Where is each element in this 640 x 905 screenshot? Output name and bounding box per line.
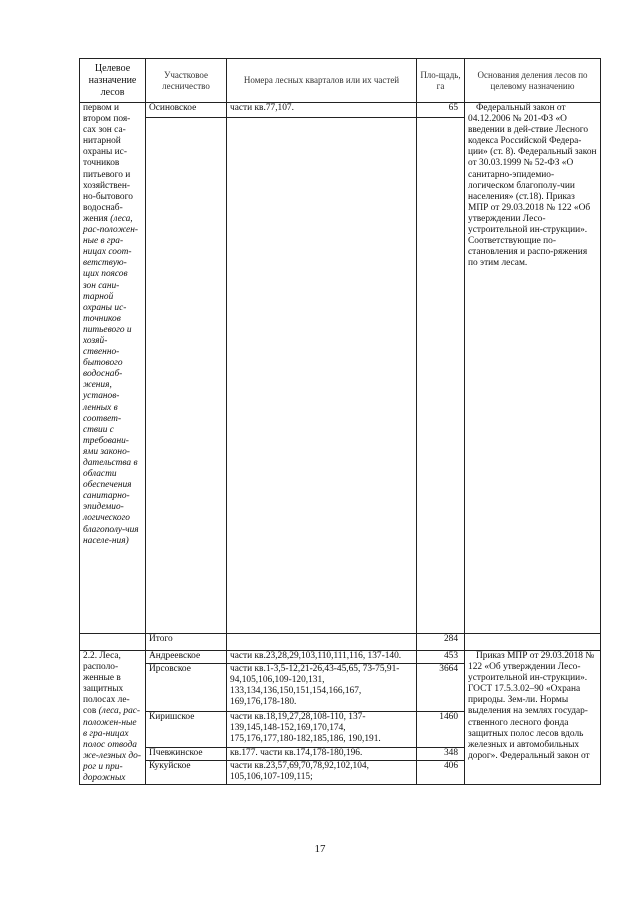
district-cell: Ирсовское [146,663,227,711]
basis-cell-2: Приказ МПР от 29.03.2018 № 122 «Об утверждении Лесо-устроительной ин-струкции». ГОСТ 17.5.3.02–90 «Охрана природы. Зем-ли. Нормы выделения на землях государ-ственного лесного фонда защитных полос лесов вдоль железных и автомобильных дорог». Федеральный закон от [465,651,601,785]
total-basis-empty [465,634,601,651]
area-cell: 406 [417,760,465,785]
quarters-cell: части кв.23,57,69,70,78,92,102,104, 105,106,107-109,115; [227,760,417,785]
header-area: Пло-щадь, га [417,59,465,103]
table-row [80,103,601,118]
header-basis: Основания деления лесов по целевому назначению [465,59,601,103]
district-cell: Пчевжинское [146,747,227,760]
area-cell: 65 [417,103,465,118]
area-cell: 1460 [417,711,465,747]
quarters-cell: части кв.1-3,5-12,21-26,43-45,65, 73-75,91-94,105,106,109-120,131, 133,134,136,150,151,154,166,167, 169,176,178-180. [227,663,417,711]
district-cell: Осиновское [146,103,227,118]
area-cell: 348 [417,747,465,760]
forest-purpose-table [79,58,601,785]
purpose-1-plain: первом и втором поя-сах зон са-нитарной охраны ис-точников питьевого и хозяйствен-но-бытового водоснаб-жения [83,103,133,224]
total-quarters-empty [227,634,417,651]
total-area: 284 [417,634,465,651]
quarters-cell: части кв.77,107. [227,103,417,118]
district-cell: Кукуйское [146,760,227,785]
purpose-1-italic: (леса, рас-положен-ные в гра-ницах соот-ветствую-щих поясов зон сани-тарной охраны ис-точников питьевого и хозяй-ственно-бытового водоснаб-жения, установ-ленных в соответ-ствии с требовани-ями законо-дательства в области обеспечения санитарно-эпидемио-логического благополу-чия населе-ния) [83,213,139,546]
total-label: Итого [146,634,227,651]
table-header-row [80,59,601,103]
purpose-cell-1 [80,103,146,634]
header-purpose: Целевое назначение лесов [80,59,146,103]
district-cell: Андреевское [146,651,227,664]
area-cell: 453 [417,651,465,664]
header-district: Участковое лесничество [146,59,227,103]
document-page [79,58,600,785]
area-cell: 3664 [417,663,465,711]
page-number: 17 [314,843,326,855]
basis-cell-1: Федеральный закон от 04.12.2006 № 201-ФЗ «О введении в дей-ствие Лесного кодекса Российской Федера-ции» (ст. 8). Федеральный закон от 30.03.1999 № 52-ФЗ «О санитарно-эпидемио-логическом благополу-чии населения» (ст.18). Приказ МПР от 29.03.2018 № 122 «Об утверждении Лесо-устроительной ин-струкции». Соответствующие по-становления и распо-ряжения по этим лесам. [465,103,601,634]
purpose-2-italic: (леса, рас-положен-ные в гра-ницах полос отвода же-лезных до-рог и при-дорожных [83,706,141,784]
total-row [80,634,601,651]
district-cell-empty [146,118,227,634]
area-cell-empty [417,118,465,634]
purpose-cell-2 [80,651,146,785]
header-quarters: Номера лесных кварталов или их частей [227,59,417,103]
total-purpose-empty [80,634,146,651]
purpose-2-plain: 2.2. Леса, располо-женные в защитных полосах ле-сов [83,651,130,717]
quarters-cell-empty [227,118,417,634]
quarters-cell: кв.177. части кв.174,178-180,196. [227,747,417,760]
quarters-cell: части кв.23,28,29,103,110,111,116, 137-140. [227,651,417,664]
district-cell: Киришское [146,711,227,747]
table-row [80,651,601,664]
quarters-cell: части кв.18,19,27,28,108-110, 137-139,145,148-152,169,170,174, 175,176,177,180-182,185,186, 190,191. [227,711,417,747]
